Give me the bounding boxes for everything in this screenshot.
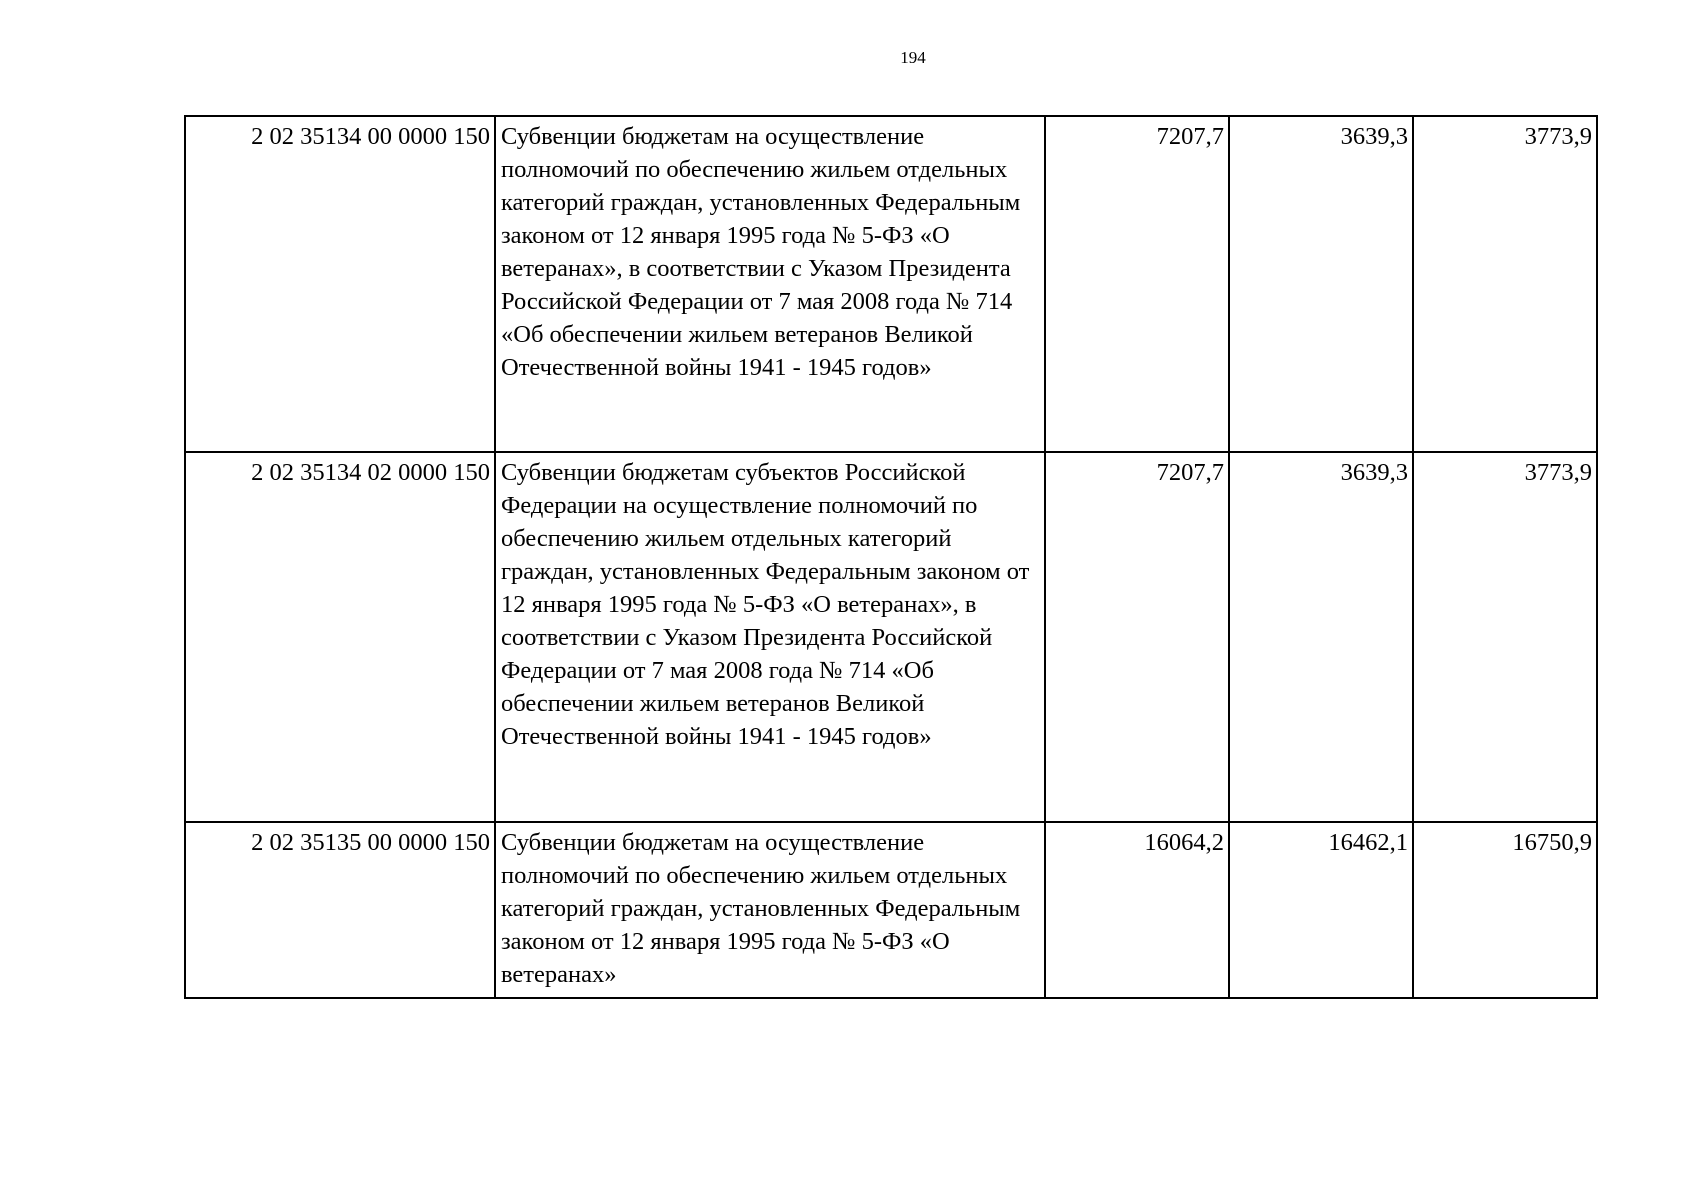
page-number: 194 [900, 48, 926, 67]
amount-year1-cell: 7207,7 [1045, 116, 1229, 452]
amount-year2-cell: 16462,1 [1229, 822, 1413, 998]
revenue-name-cell: Субвенции бюджетам на осуществление полномочий по обеспечению жильем отдельных категорий граждан, установленных Федеральным законом от 12 января 1995 года № 5-ФЗ «О ветеранах» [495, 822, 1045, 998]
revenue-name-cell: Субвенции бюджетам субъектов Российской Федерации на осуществление полномочий по обеспечению жильем отдельных категорий граждан, установленных Федеральным законом от 12 января 1995 года № 5-ФЗ «О ветеранах», в соответствии с Указом Президента Российской Федерации от 7 мая 2008 года № 714 «Об обеспечении жильем ветеранов Великой Отечественной войны 1941 - 1945 годов» [495, 452, 1045, 822]
table-row [185, 116, 1597, 452]
revenue-name-cell: Субвенции бюджетам на осуществление полномочий по обеспечению жильем отдельных категорий граждан, установленных Федеральным законом от 12 января 1995 года № 5-ФЗ «О ветеранах», в соответствии с Указом Президента Российской Федерации от 7 мая 2008 года № 714 «Об обеспечении жильем ветеранов Великой Отечественной войны 1941 - 1945 годов» [495, 116, 1045, 452]
table-row [185, 452, 1597, 822]
amount-year1-cell: 16064,2 [1045, 822, 1229, 998]
amount-year2-cell: 3639,3 [1229, 116, 1413, 452]
amount-year2-cell: 3639,3 [1229, 452, 1413, 822]
revenue-code-cell: 2 02 35134 00 0000 150 [185, 116, 495, 452]
revenue-code-cell: 2 02 35135 00 0000 150 [185, 822, 495, 998]
budget-table [184, 115, 1598, 999]
amount-year1-cell: 7207,7 [1045, 452, 1229, 822]
amount-year3-cell: 3773,9 [1413, 116, 1597, 452]
amount-year3-cell: 3773,9 [1413, 452, 1597, 822]
amount-year3-cell: 16750,9 [1413, 822, 1597, 998]
table-row [185, 822, 1597, 998]
revenue-code-cell: 2 02 35134 02 0000 150 [185, 452, 495, 822]
